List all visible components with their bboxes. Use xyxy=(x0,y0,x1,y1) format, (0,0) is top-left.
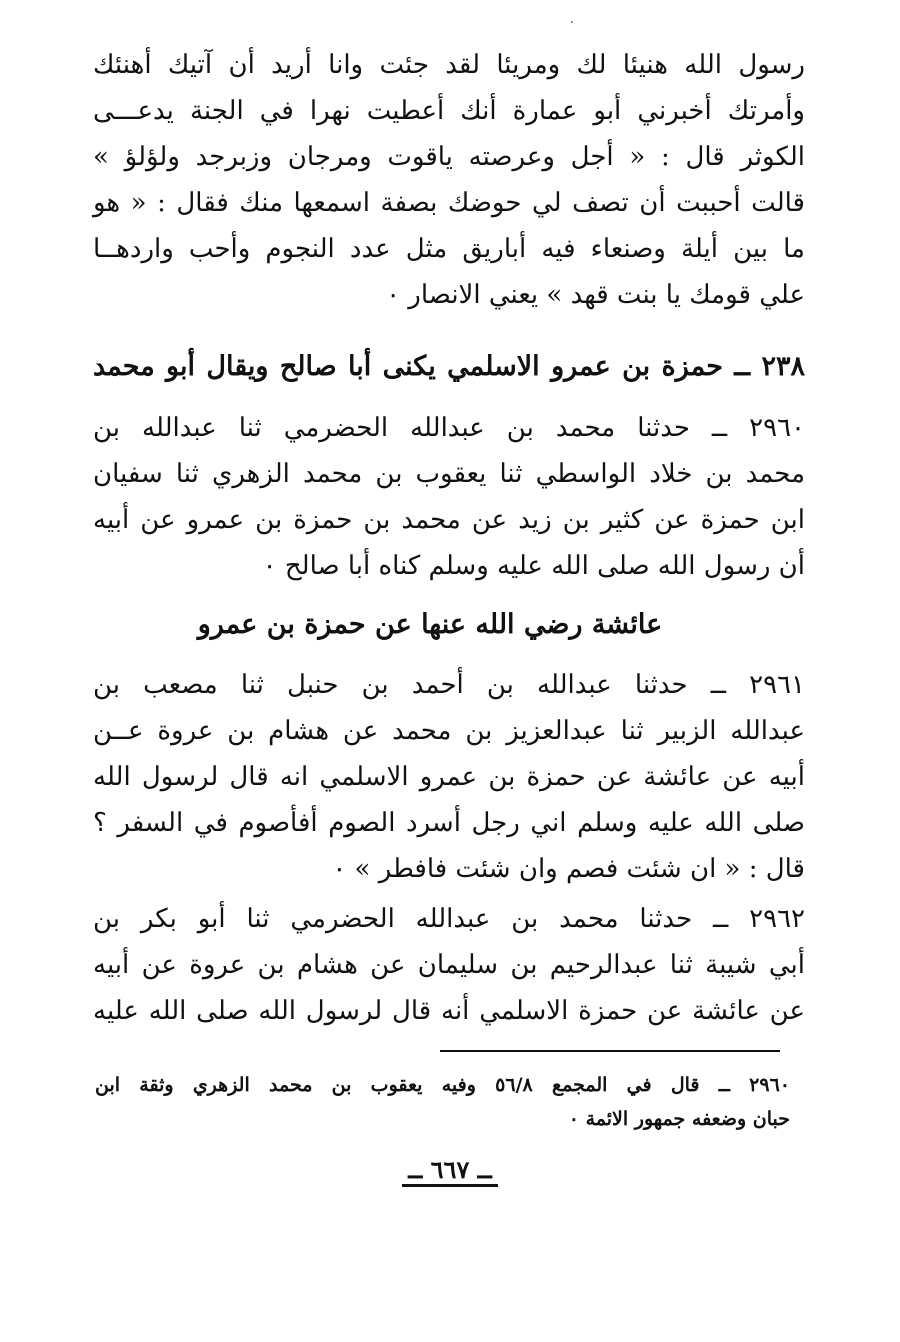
section-heading-238: ٢٣٨ ــ حمزة بن عمرو الاسلمي يكنى أبا صالح ويقال أبو محمد xyxy=(93,351,805,382)
text-line: قالت أحببت أن تصف لي حوضك بصفة اسمعها منك فقال : « هو xyxy=(93,188,805,218)
text-line: عن عائشة عن حمزة الاسلمي أنه قال لرسول الله صلى الله عليه xyxy=(93,996,805,1026)
text-line: ٢٩٦٢ ــ حدثنا محمد بن عبدالله الحضرمي ثنا أبو بكر بن xyxy=(93,904,805,934)
footnote-divider xyxy=(440,1050,780,1052)
text-line: أبي شيبة ثنا عبدالرحيم بن سليمان عن هشام بن عروة عن أبيه xyxy=(93,950,805,980)
subheading-aisha: عائشة رضي الله عنها عن حمزة بن عمرو xyxy=(197,609,663,640)
hadith-2962 xyxy=(93,896,805,1034)
top-mark: ٠ xyxy=(568,14,576,30)
footnote-line: ٢٩٦٠ ــ قال في المجمع ٥٦/٨ وفيه يعقوب بن محمد الزهري وثقة ابن xyxy=(95,1074,790,1096)
text-line: ما بين أيلة وصنعاء فيه أباريق مثل عدد النجوم وأحب واردهــا xyxy=(93,234,805,264)
text-line: أن رسول الله صلى الله عليه وسلم كناه أبا صالح ٠ xyxy=(262,551,805,581)
text-line: عبدالله الزبير ثنا عبدالعزيز بن محمد عن هشام بن عروة عــن xyxy=(93,716,805,746)
text-line: أبيه عن عائشة عن حمزة بن عمرو الاسلمي انه قال لرسول الله xyxy=(93,762,805,792)
footnote xyxy=(95,1068,790,1136)
hadith-2960 xyxy=(93,405,805,589)
text-line: ابن حمزة عن كثير بن زيد عن محمد بن حمزة بن عمرو عن أبيه xyxy=(93,505,805,535)
paragraph-continuation xyxy=(93,42,805,318)
page-number xyxy=(0,1150,900,1190)
page-number-text: ــ ٦٦٧ ــ xyxy=(402,1155,498,1187)
text-line: رسول الله هنيئا لك ومريئا لقد جئت وانا أريد أن آتيك أهنئك xyxy=(93,50,805,80)
text-line: محمد بن خلاد الواسطي ثنا يعقوب بن محمد الزهري ثنا سفيان xyxy=(93,459,805,489)
hadith-2961 xyxy=(93,662,805,892)
text-line: صلى الله عليه وسلم اني رجل أسرد الصوم أفأصوم في السفر ؟ xyxy=(93,808,805,838)
text-line: الكوثر قال : « أجل وعرصته ياقوت ومرجان وزبرجد ولؤلؤ » xyxy=(93,142,805,172)
text-line: قال : « ان شئت فصم وان شئت فافطر » ٠ xyxy=(332,854,805,884)
text-line: علي قومك يا بنت قهد » يعني الانصار ٠ xyxy=(386,280,805,310)
text-line: ٢٩٦١ ــ حدثنا عبدالله بن أحمد بن حنبل ثنا مصعب بن xyxy=(93,670,805,700)
text-line: ٢٩٦٠ ــ حدثنا محمد بن عبدالله الحضرمي ثنا عبدالله بن xyxy=(93,413,805,443)
text-line: وأمرتك أخبرني أبو عمارة أنك أعطيت نهرا في الجنة يدعـــى xyxy=(93,96,805,126)
footnote-line: حبان وضعفه جمهور الائمة ٠ xyxy=(568,1108,790,1130)
